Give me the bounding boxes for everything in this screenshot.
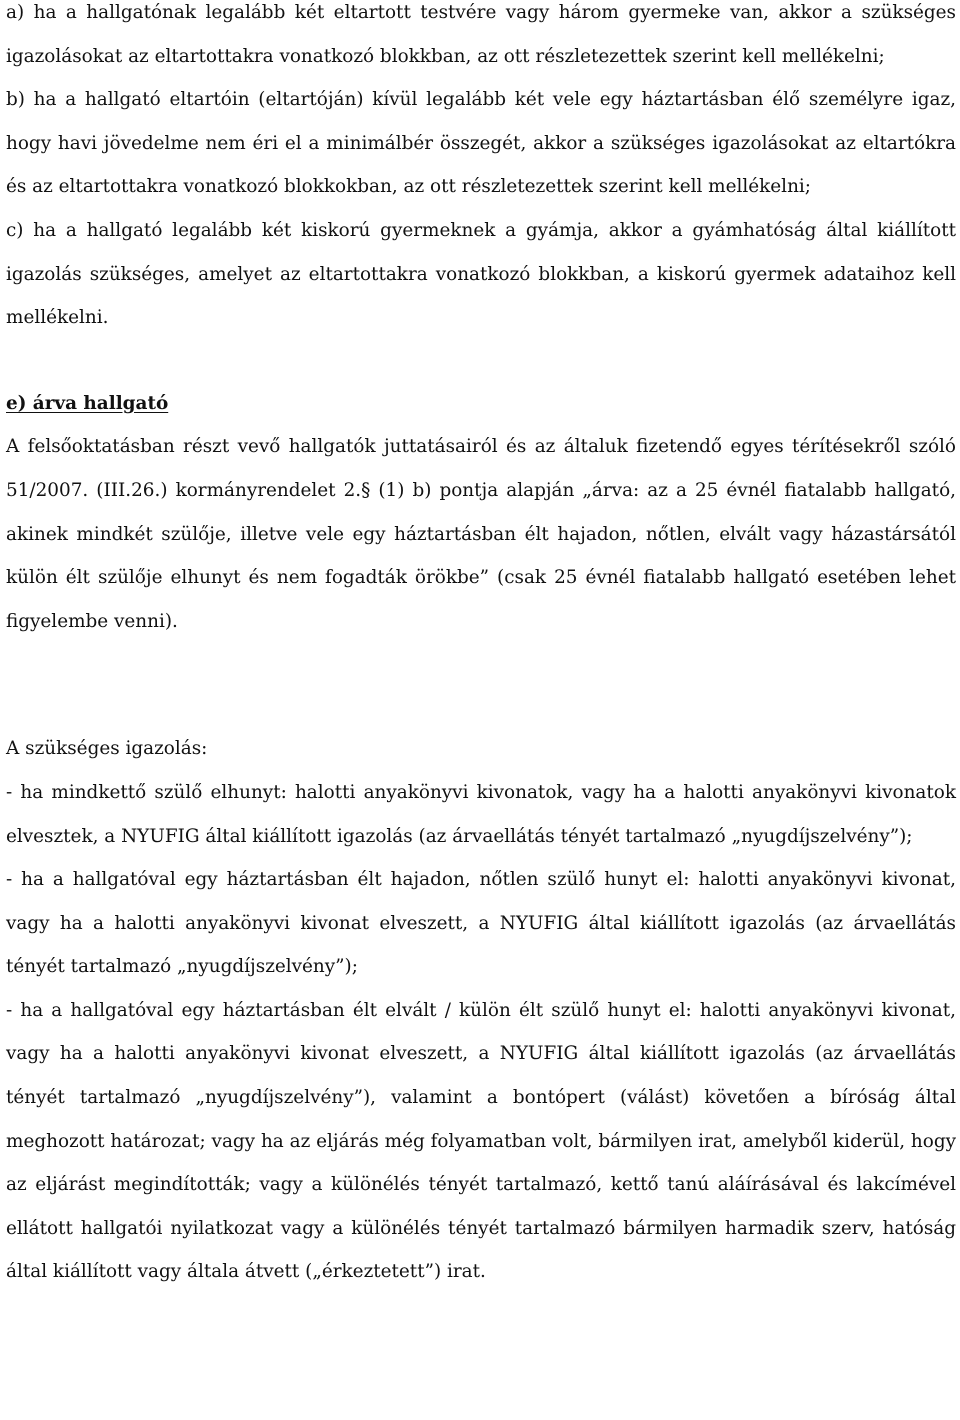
section-heading: e) árva hallgató: [6, 392, 169, 414]
requirement-item: - ha a hallgatóval egy háztartásban élt hajadon, nőtlen szülő hunyt el: halotti anyakönyvi kivonat, vagy ha a halotti anyakönyvi kivonat elveszett, a NYUFIG által kiállított igazolás (az árvaellátás tényét tartalmazó „nyugdíjszelvény”);: [6, 869, 956, 978]
section-paragraph: A felsőoktatásban részt vevő hallgatók juttatásairól és az általuk fizetendő egyes térítésekről szóló 51/2007. (III.26.) kormányrendelet 2.§ (1) b) pontja alapján „árva: az a 25 évnél fiatalabb hallgató, akinek mindkét szülője, illetve vele egy háztartásban élt hajadon, nőtlen, elvált vagy házastársától külön élt szülője elhunyt és nem fogadták örökbe” (csak 25 évnél fiatalabb hallgató esetében lehet figyelembe venni).: [6, 436, 956, 632]
spacer: [6, 643, 956, 727]
requirements-title: A szükséges igazolás:: [6, 738, 208, 760]
requirement-item: - ha mindkettő szülő elhunyt: halotti anyakönyvi kivonatok, vagy ha a halotti anyakönyvi kivonatok elvesztek, a NYUFIG által kiállított igazolás (az árvaellátás tényét tartalmazó „nyugdíjszelvény”);: [6, 781, 956, 847]
paragraph-a: a) ha a hallgatónak legalább két eltartott testvére vagy három gyermeke van, akkor a szükséges igazolásokat az eltartottakra vonatkozó blokkban, az ott részletezettek szerint kell mellékelni;: [6, 2, 956, 67]
requirement-item: - ha a hallgatóval egy háztartásban élt elvált / külön élt szülő hunyt el: halotti anyakönyvi kivonat, vagy ha a halotti anyakönyvi kivonat elveszett, a NYUFIG által kiállított igazolás (az árvaellátás tényét tartalmazó „nyugdíjszelvény”), valamint a bontópert (válást) követően a bíróság által meghozott határozat; vagy ha az eljárás még folyamatban volt, bármilyen irat, amelyből kiderül, hogy az eljárást megindították; vagy a különélés tényét tartalmazó, kettő tanú aláírásával és lakcímével ellátott hallgatói nyilatkozat vagy a különélés tényét tartalmazó bármilyen harmadik szerv, hatóság által kiállított vagy általa átvett („érkeztetett”) irat.: [6, 999, 956, 1283]
spacer: [6, 340, 956, 382]
paragraph-c: c) ha a hallgató legalább két kiskorú gyermeknek a gyámja, akkor a gyámhatóság által kiállított igazolás szükséges, amelyet az eltartottakra vonatkozó blokkban, a kiskorú gyermek adataihoz kell mellékelni.: [6, 219, 956, 329]
paragraph-b: b) ha a hallgató eltartóin (eltartóján) kívül legalább két vele egy háztartásban élő személyre igaz, hogy havi jövedelme nem éri el a minimálbér összegét, akkor a szükséges igazolásokat az eltartókra és az eltartottakra vonatkozó blokkokban, az ott részletezettek szerint kell mellékelni;: [6, 89, 956, 198]
